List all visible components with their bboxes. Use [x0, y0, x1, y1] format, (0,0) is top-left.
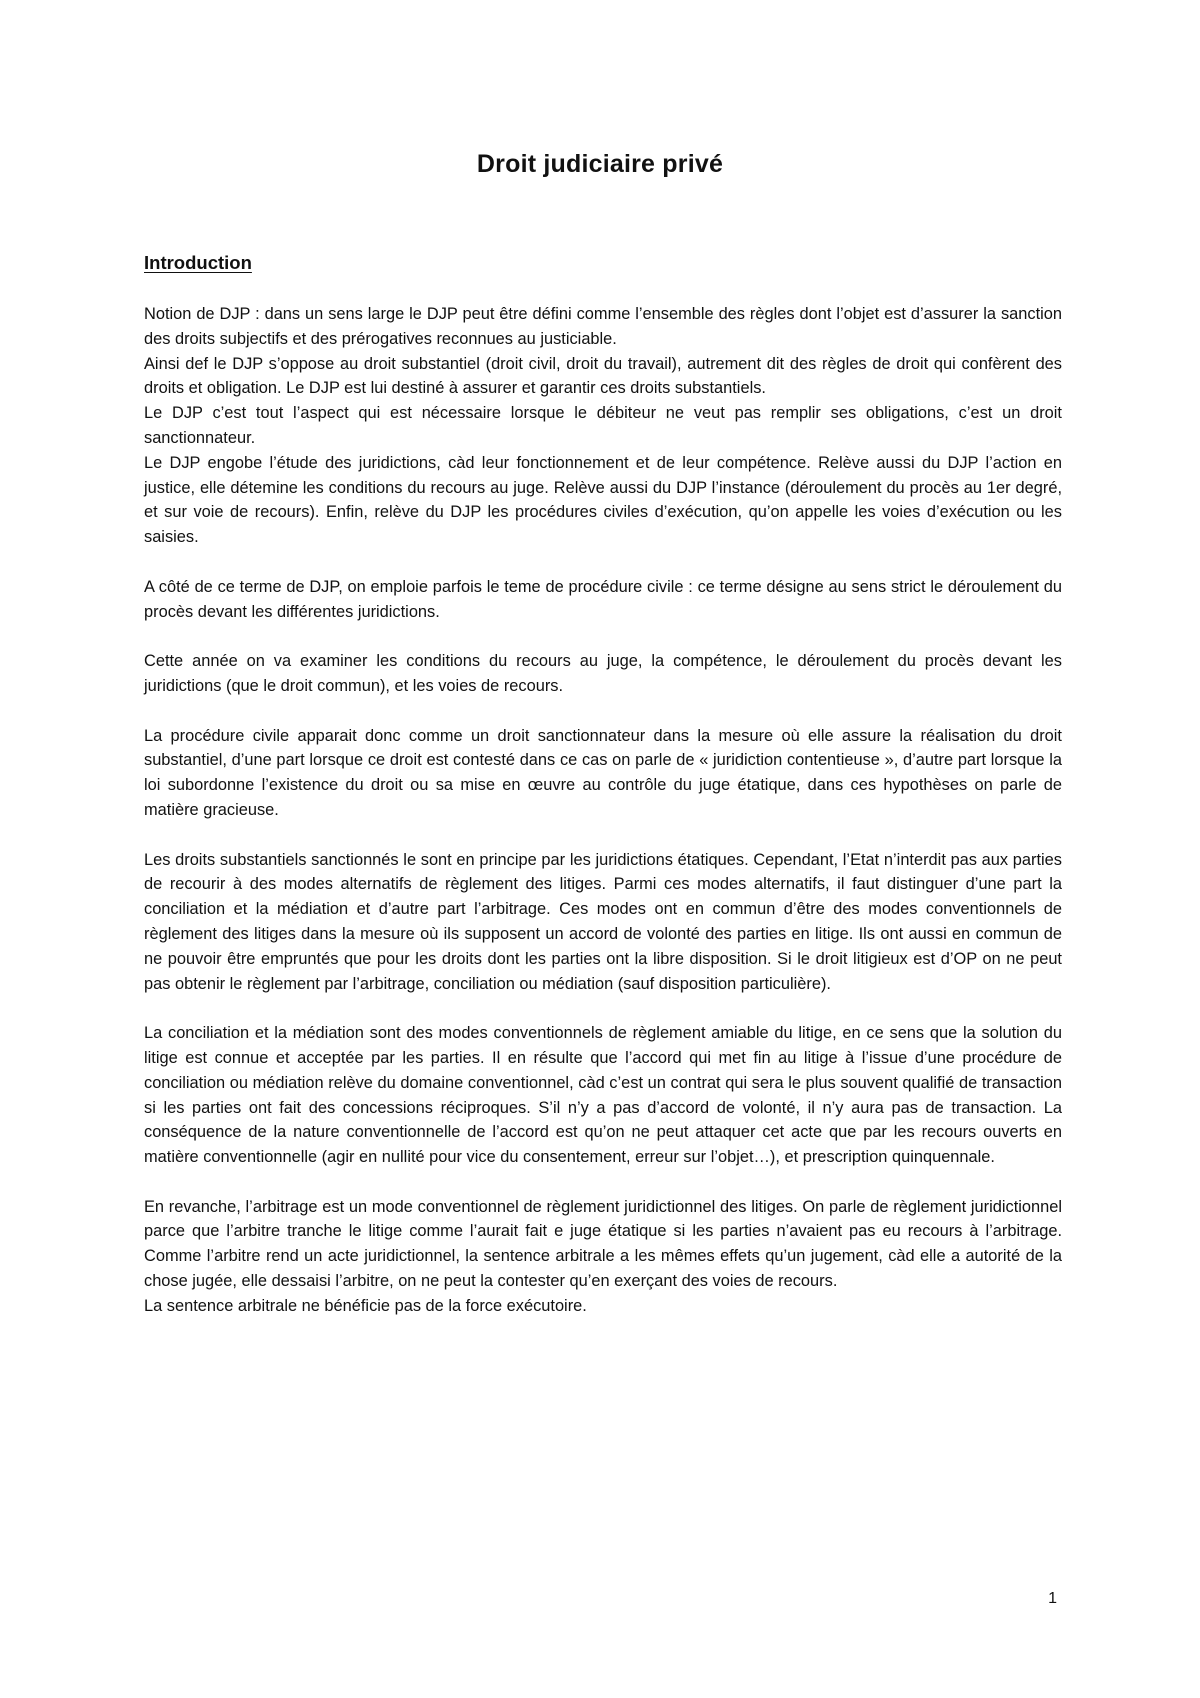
paragraph-etude-juridictions: Le DJP engobe l’étude des juridictions, càd leur fonctionnement et de leur compétence. Relève aussi du DJP l’action en justice, elle détemine les conditions du recours au juge. Relève aussi du DJP l’instance (déroulement du procès au 1er degré, et sur voie de recours). Enfin, relève du DJP les procédures civiles d’exécution, qu’on appelle les voies d’exécution ou les saisies.	[144, 453, 1062, 547]
paragraph-conciliation-mediation: La conciliation et la médiation sont des modes conventionnels de règlement amiable du litige, en ce sens que la solution du litige est connue et acceptée par les parties. Il en résulte que l’accord qui met fin au litige à l’issue d’une procédure de conciliation ou médiation relève du domaine conventionnel, càd c’est un contrat qui sera le plus souvent qualifié de transaction si les parties ont fait des concessions réciproques. S’il n’y a pas d’accord de volonté, il n’y aura pas de transaction. La conséquence de la nature conventionnelle de l’accord est qu’on ne peut attaquer cet acte que par les recours ouverts en matière conventionnelle (agir en nullité pour vice du consentement, erreur sur l’objet…), et prescription quinquennale.	[144, 1024, 1062, 1167]
page-number: 1	[1048, 1590, 1057, 1607]
paragraph-modes-alternatifs: Les droits substantiels sanctionnés le sont en principe par les juridictions étatiques. Cependant, l’Etat n’interdit pas aux parties de recourir à des modes alternatifs de règlement des litiges. Parmi ces modes alternatifs, il faut distinguer d’une part la conciliation et la médiation et d’autre part l’arbitrage. Ces modes ont en commun d’être des modes conventionnels de règlement des litiges dans la mesure où ils supposent un accord de volonté des parties en litige. Ils ont aussi en commun de ne pouvoir être empruntés que pour les droits dont les parties ont la libre disposition. Si le droit litigieux est d’OP on ne peut pas obtenir le règlement par l’arbitrage, conciliation ou médiation (sauf disposition particulière).	[144, 850, 1062, 993]
paragraph-droit-sanctionnateur: La procédure civile apparait donc comme un droit sanctionnateur dans la mesure où elle assure la réalisation du droit substantiel, d’une part lorsque ce droit est contesté dans ce cas on parle de « juridiction contentieuse », d’autre part lorsque la loi subordonne l’existence du droit ou sa mise en œuvre au contrôle du juge étatique, dans ces hypothèses on parle de matière gracieuse.	[144, 726, 1062, 819]
paragraph-sanctionnateur: Le DJP c’est tout l’aspect qui est nécessaire lorsque le débiteur ne veut pas remplir ses obligations, c’est un droit sanctionnateur.	[144, 404, 1062, 447]
section-heading-introduction: Introduction	[144, 252, 252, 273]
paragraph-droit-substantiel: Ainsi def le DJP s’oppose au droit substantiel (droit civil, droit du travail), autrement dit des règles de droit qui confèrent des droits et obligation. Le DJP est lui destiné à assurer et garantir ces droits substantiels.	[144, 354, 1062, 398]
document-title: Droit judiciaire privé	[476, 150, 724, 178]
paragraph-arbitrage: En revanche, l’arbitrage est un mode conventionnel de règlement juridictionnel des litiges. On parle de règlement juridictionnel parce que l’arbitre tranche le litige comme l’aurait fait e juge étatique si les parties n’avaient pas eu recours à l’arbitrage. Comme l’arbitre rend un acte juridictionnel, la sentence arbitrale a les mêmes effets qu’un jugement, càd elle a autorité de la chose jugée, elle dessaisi l’arbitre, on ne peut la contester qu’en exerçant des voies de recours.	[144, 1197, 1062, 1291]
paragraph-programme: Cette année on va examiner les conditions du recours au juge, la compétence, le déroulement du procès devant les juridictions (que le droit commun), et les voies de recours.	[144, 652, 1062, 695]
paragraph-procedure-civile: A côté de ce terme de DJP, on emploie parfois le teme de procédure civile : ce terme désigne au sens strict le déroulement du procès devant les différentes juridictions.	[144, 577, 1062, 621]
paragraph-notion: Notion de DJP : dans un sens large le DJP peut être défini comme l’ensemble des règles dont l’objet est d’assurer la sanction des droits subjectifs et des prérogatives reconnues au justiciable.	[144, 305, 1062, 348]
document-body	[144, 302, 1062, 1319]
paragraph-sentence-arbitrale: La sentence arbitrale ne bénéficie pas de la force exécutoire.	[144, 1296, 587, 1315]
